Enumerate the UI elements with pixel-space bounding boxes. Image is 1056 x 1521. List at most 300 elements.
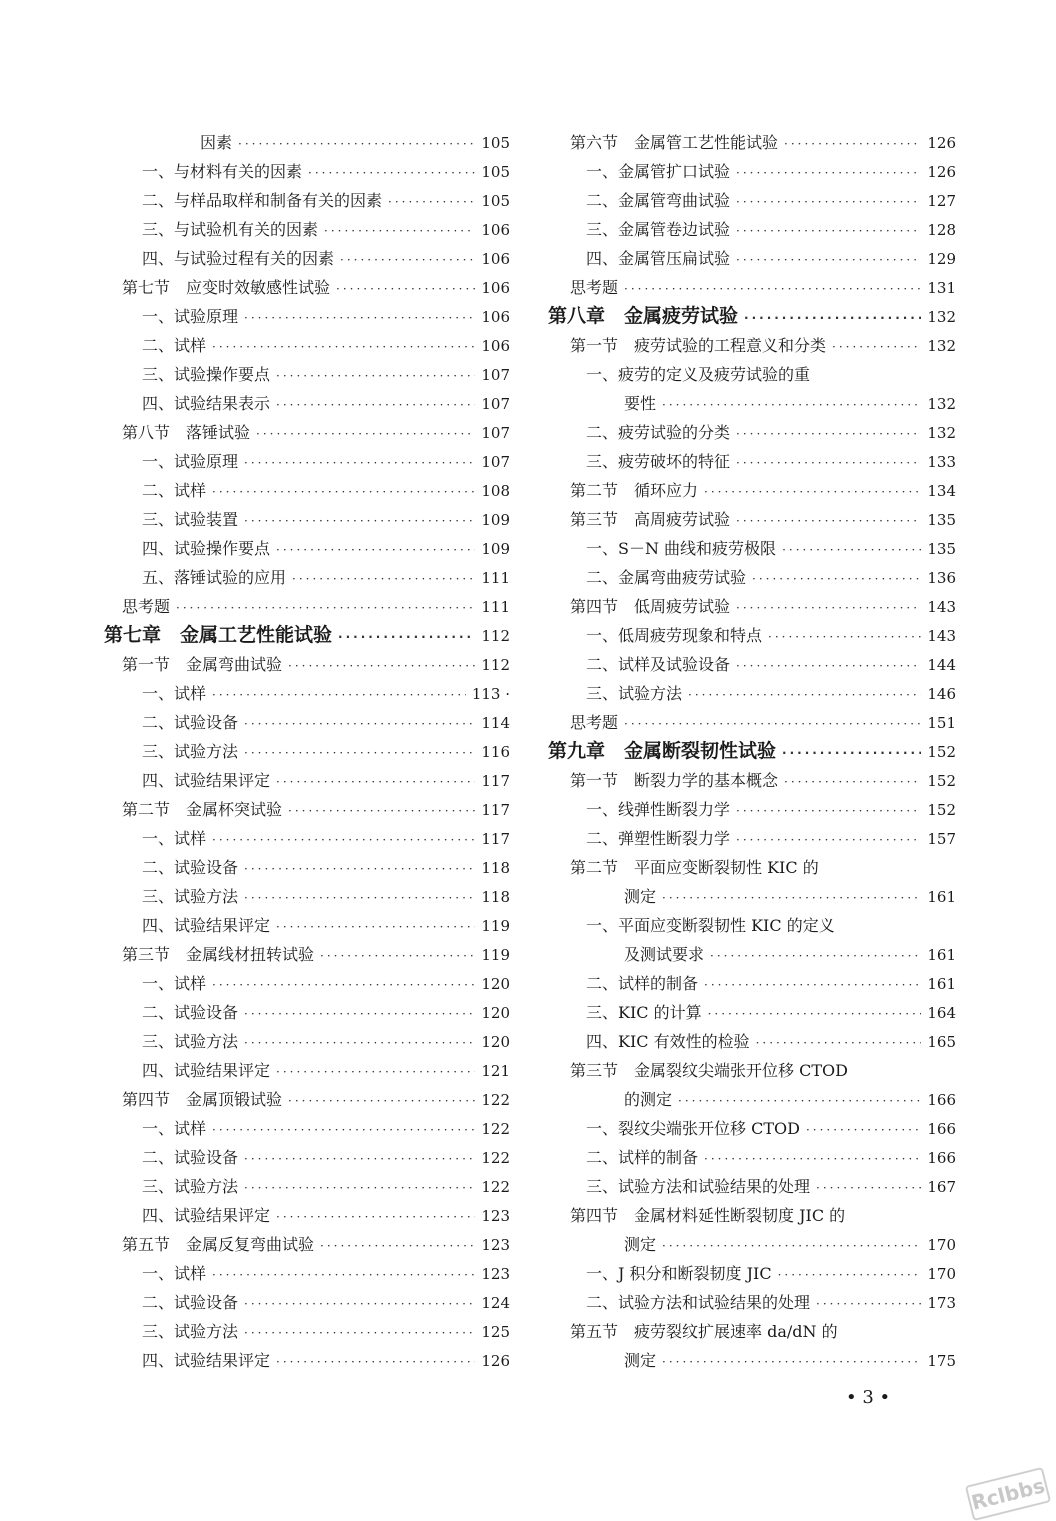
toc-entry-row[interactable] — [548, 969, 956, 998]
toc-entry-label: 一、线弹性断裂力学 — [586, 800, 731, 819]
toc-page-number: 134 — [927, 482, 956, 500]
toc-entry-label: 三、试验装置 — [142, 510, 239, 529]
toc-entry-row[interactable] — [100, 360, 510, 389]
dot-leader — [710, 942, 921, 971]
toc-page-number: 157 — [927, 830, 956, 848]
toc-entry-label: 一、试样 — [142, 684, 207, 703]
watermark-stamp: Rclbbs — [965, 1467, 1051, 1521]
toc-page-number: 173 — [927, 1294, 956, 1312]
dot-leader — [276, 1203, 475, 1232]
toc-page-number: 151 — [927, 714, 956, 732]
toc-page-number: 120 — [481, 1004, 510, 1022]
toc-entry-row[interactable] — [100, 447, 510, 476]
toc-entry-label: 四、试验结果评定 — [142, 916, 271, 935]
toc-entry-row[interactable] — [100, 302, 510, 331]
toc-entry-row[interactable] — [100, 1085, 510, 1114]
toc-entry-label: 第一节 金属弯曲试验 — [122, 655, 283, 674]
toc-page-number: 166 — [927, 1120, 956, 1138]
toc-entry-row[interactable] — [548, 911, 956, 940]
dot-leader — [704, 478, 921, 507]
toc-entry-row[interactable] — [100, 795, 510, 824]
toc-entry-label: 一、平面应变断裂韧性 KIC 的定义 — [586, 916, 835, 935]
toc-entry-label: 四、试验结果表示 — [142, 394, 271, 413]
toc-entry-row[interactable] — [548, 708, 956, 737]
toc-page-number: 175 — [927, 1352, 956, 1370]
toc-entry-label: 一、试样 — [142, 1264, 207, 1283]
dot-leader — [256, 420, 475, 449]
toc-entry-row[interactable] — [100, 1230, 510, 1259]
toc-entry-row[interactable] — [548, 592, 956, 621]
toc-entry-label: 三、金属管卷边试验 — [586, 220, 731, 239]
toc-page-number: 167 — [927, 1178, 956, 1196]
toc-page-number: 120 — [481, 1033, 510, 1051]
toc-entry-label: 四、金属管压扁试验 — [586, 249, 731, 268]
toc-page-number: 121 — [481, 1062, 510, 1080]
toc-entry-row[interactable] — [100, 1317, 510, 1346]
dot-leader — [320, 942, 475, 971]
dot-leader — [704, 971, 921, 1000]
dot-leader — [736, 449, 921, 478]
toc-entry-row[interactable] — [548, 1143, 956, 1172]
dot-leader — [782, 739, 921, 768]
toc-page-number: 144 — [927, 656, 956, 674]
toc-entry-label: 三、疲劳破坏的特征 — [586, 452, 731, 471]
toc-entry-label: 第一节 断裂力学的基本概念 — [570, 771, 779, 790]
toc-entry-label: 测定 — [624, 1235, 657, 1254]
toc-entry-row[interactable] — [100, 418, 510, 447]
dot-leader — [244, 855, 475, 884]
toc-entry-label: 第二节 循环应力 — [570, 481, 699, 500]
toc-entry-row[interactable] — [100, 1346, 510, 1375]
toc-entry-label: 三、试验方法 — [142, 887, 239, 906]
toc-entry-label: 二、试样 — [142, 481, 207, 500]
dot-leader — [244, 304, 475, 333]
toc-entry-label: 五、落锤试验的应用 — [142, 568, 287, 587]
toc-entry-label: 一、疲劳的定义及疲劳试验的重 — [586, 365, 811, 384]
dot-leader — [708, 1000, 922, 1029]
toc-entry-row[interactable] — [100, 215, 510, 244]
toc-entry-label: 思考题 — [570, 278, 619, 297]
dot-leader — [662, 884, 921, 913]
toc-entry-label: 一、S－N 曲线和疲劳极限 — [586, 539, 777, 558]
dot-leader — [292, 565, 475, 594]
toc-entry-label: 第五节 金属反复弯曲试验 — [122, 1235, 315, 1254]
toc-entry-row[interactable] — [100, 766, 510, 795]
toc-page-number: 152 — [927, 772, 956, 790]
dot-leader — [276, 536, 475, 565]
toc-entry-label: 一、试样 — [142, 829, 207, 848]
toc-entry-row[interactable] — [548, 795, 956, 824]
toc-entry-row[interactable] — [100, 998, 510, 1027]
toc-page-number: 109 — [481, 540, 510, 558]
toc-entry-row[interactable] — [548, 186, 956, 215]
toc-entry-label: 二、试验设备 — [142, 858, 239, 877]
toc-page-number: 105 — [481, 192, 510, 210]
toc-entry-row[interactable] — [548, 360, 956, 389]
dot-leader — [624, 710, 921, 739]
dot-leader — [678, 1087, 921, 1116]
toc-page-number: 105 — [481, 134, 510, 152]
toc-page-number: 122 — [481, 1178, 510, 1196]
dot-leader — [212, 971, 475, 1000]
dot-leader — [736, 188, 921, 217]
dot-leader — [704, 1145, 921, 1174]
dot-leader — [662, 1232, 921, 1261]
toc-page-number: 128 — [927, 221, 956, 239]
toc-entry-row[interactable] — [100, 1143, 510, 1172]
toc-entry-row[interactable] — [100, 128, 510, 157]
toc-page-number: 106 — [481, 279, 510, 297]
toc-page-number: 106 — [481, 250, 510, 268]
toc-page-number: 120 — [481, 975, 510, 993]
toc-entry-label: 一、试样 — [142, 1119, 207, 1138]
toc-entry-row[interactable] — [100, 969, 510, 998]
toc-entry-row[interactable] — [548, 476, 956, 505]
toc-chapter-row[interactable] — [100, 621, 510, 650]
toc-entry-row[interactable] — [100, 737, 510, 766]
toc-entry-row[interactable] — [548, 766, 956, 795]
toc-entry-row[interactable] — [100, 679, 510, 708]
toc-entry-label: 第二节 平面应变断裂韧性 KIC 的 — [570, 858, 819, 877]
dot-leader — [756, 1029, 922, 1058]
toc-entry-label: 二、弹塑性断裂力学 — [586, 829, 731, 848]
toc-page-number: 107 — [481, 453, 510, 471]
toc-page-number: 135 — [927, 511, 956, 529]
toc-entry-label: 二、金属弯曲疲劳试验 — [586, 568, 747, 587]
dot-leader — [244, 884, 475, 913]
toc-entry-label: 一、J 积分和断裂韧度 JIC — [586, 1264, 772, 1283]
toc-entry-row[interactable] — [100, 882, 510, 911]
toc-page-number: 143 — [927, 598, 956, 616]
toc-page-number: 126 — [481, 1352, 510, 1370]
toc-entry-label: 二、金属管弯曲试验 — [586, 191, 731, 210]
dot-leader — [736, 420, 921, 449]
toc-entry-row[interactable] — [100, 157, 510, 186]
toc-entry-row[interactable] — [548, 1346, 956, 1375]
toc-page-number: 112 — [481, 656, 510, 674]
toc-entry-label: 四、试验结果评定 — [142, 1351, 271, 1370]
dot-leader — [276, 1058, 475, 1087]
toc-entry-row[interactable] — [548, 128, 956, 157]
toc-entry-row[interactable] — [548, 621, 956, 650]
toc-entry-label: 四、KIC 有效性的检验 — [586, 1032, 750, 1051]
toc-page-number: 135 — [927, 540, 956, 558]
dot-leader — [212, 1116, 475, 1145]
toc-entry-label: 因素 — [200, 133, 233, 152]
dot-leader — [176, 594, 475, 623]
toc-entry-row[interactable] — [548, 853, 956, 882]
dot-leader — [324, 217, 475, 246]
toc-entry-row[interactable] — [100, 1114, 510, 1143]
toc-entry-label: 二、与样品取样和制备有关的因素 — [142, 191, 383, 210]
toc-entry-label: 二、试验设备 — [142, 1003, 239, 1022]
toc-entry-label: 三、试验方法和试验结果的处理 — [586, 1177, 811, 1196]
dot-leader — [212, 478, 475, 507]
toc-entry-row[interactable] — [100, 650, 510, 679]
dot-leader — [244, 1029, 475, 1058]
toc-page-number: 122 — [481, 1091, 510, 1109]
toc-page-number: 112 — [481, 627, 510, 645]
toc-entry-row[interactable] — [548, 1172, 956, 1201]
toc-entry-row[interactable] — [100, 824, 510, 853]
toc-entry-row[interactable] — [100, 1288, 510, 1317]
toc-entry-row[interactable] — [548, 534, 956, 563]
toc-page-number: 152 — [927, 801, 956, 819]
toc-entry-label: 测定 — [624, 1351, 657, 1370]
toc-entry-row[interactable] — [100, 244, 510, 273]
dot-leader — [212, 333, 475, 362]
toc-entry-row[interactable] — [548, 331, 956, 360]
toc-entry-label: 一、与材料有关的因素 — [142, 162, 303, 181]
toc-entry-row[interactable] — [100, 911, 510, 940]
toc-entry-row[interactable] — [100, 389, 510, 418]
toc-page-number: 122 — [481, 1149, 510, 1167]
toc-entry-row[interactable] — [548, 563, 956, 592]
toc-entry-row[interactable] — [100, 708, 510, 737]
toc-page-number: 114 — [481, 714, 510, 732]
dot-leader — [212, 681, 466, 710]
toc-entry-label: 的测定 — [624, 1090, 673, 1109]
dot-leader — [244, 1145, 475, 1174]
toc-entry-row[interactable] — [100, 534, 510, 563]
toc-entry-row[interactable] — [548, 157, 956, 186]
dot-leader — [238, 130, 475, 159]
toc-entry-label: 三、试验操作要点 — [142, 365, 271, 384]
dot-leader — [806, 1116, 921, 1145]
toc-page-number: 111 — [481, 569, 510, 587]
toc-entry-row[interactable] — [100, 1027, 510, 1056]
toc-entry-row[interactable] — [100, 505, 510, 534]
toc-entry-label: 二、试验设备 — [142, 1148, 239, 1167]
dot-leader — [832, 333, 921, 362]
toc-entry-row[interactable] — [548, 1114, 956, 1143]
toc-page-number: 132 — [927, 424, 956, 442]
toc-page-number: 165 — [927, 1033, 956, 1051]
toc-entry-label: 一、低周疲劳现象和特点 — [586, 626, 763, 645]
toc-page-number: 126 — [927, 134, 956, 152]
page-number: • 3 • — [846, 1387, 891, 1408]
dot-leader — [212, 1261, 475, 1290]
toc-entry-label: 思考题 — [570, 713, 619, 732]
toc-entry-row[interactable] — [548, 998, 956, 1027]
dot-leader — [288, 797, 475, 826]
toc-entry-label: 四、试验结果评定 — [142, 1206, 271, 1225]
dot-leader — [752, 565, 921, 594]
dot-leader — [276, 362, 475, 391]
toc-entry-label: 第七章 金属工艺性能试验 — [104, 624, 333, 646]
dot-leader — [736, 797, 921, 826]
toc-entry-label: 二、试样的制备 — [586, 974, 699, 993]
toc-left-column — [100, 128, 510, 1375]
dot-leader — [736, 159, 921, 188]
dot-leader — [778, 1261, 922, 1290]
toc-entry-label: 第四节 低周疲劳试验 — [570, 597, 731, 616]
toc-entry-row[interactable] — [548, 650, 956, 679]
dot-leader — [320, 1232, 475, 1261]
toc-entry-row[interactable] — [548, 244, 956, 273]
toc-entry-label: 三、KIC 的计算 — [586, 1003, 702, 1022]
toc-page-number: 106 — [481, 337, 510, 355]
dot-leader — [784, 130, 921, 159]
toc-entry-label: 第三节 金属裂纹尖端张开位移 CTOD — [570, 1061, 848, 1080]
toc-page-number: 129 — [927, 250, 956, 268]
toc-page-number: 161 — [927, 888, 956, 906]
toc-entry-label: 二、试验设备 — [142, 1293, 239, 1312]
dot-leader — [784, 768, 921, 797]
toc-entry-row[interactable] — [100, 331, 510, 360]
toc-entry-row[interactable] — [548, 1056, 956, 1085]
toc-page-number: 123 — [481, 1236, 510, 1254]
toc-page-number: 170 — [927, 1236, 956, 1254]
dot-leader — [736, 652, 921, 681]
toc-page-number: 131 — [927, 279, 956, 297]
toc-entry-row[interactable] — [100, 563, 510, 592]
toc-page-number: 118 — [481, 859, 510, 877]
toc-entry-label: 二、试样的制备 — [586, 1148, 699, 1167]
toc-page-number: 126 — [927, 163, 956, 181]
toc-entry-label: 二、试样及试验设备 — [586, 655, 731, 674]
toc-entry-row[interactable] — [548, 418, 956, 447]
toc-entry-label: 第三节 金属线材扭转试验 — [122, 945, 315, 964]
toc-page-number: 106 — [481, 308, 510, 326]
dot-leader — [624, 275, 921, 304]
toc-entry-label: 二、疲劳试验的分类 — [586, 423, 731, 442]
toc-entry-row[interactable] — [548, 1288, 956, 1317]
toc-page-number: 161 — [927, 975, 956, 993]
dot-leader — [244, 1174, 475, 1203]
toc-entry-row[interactable] — [100, 476, 510, 505]
toc-entry-label: 二、试验设备 — [142, 713, 239, 732]
toc-entry-row[interactable] — [548, 1085, 956, 1114]
toc-entry-row[interactable] — [100, 1201, 510, 1230]
toc-entry-row[interactable] — [100, 1056, 510, 1085]
dot-leader — [782, 536, 921, 565]
toc-entry-row[interactable] — [548, 1230, 956, 1259]
toc-entry-label: 二、试样 — [142, 336, 207, 355]
dot-leader — [736, 246, 921, 275]
toc-entry-label: 四、试验结果评定 — [142, 1061, 271, 1080]
toc-entry-label: 思考题 — [122, 597, 171, 616]
toc-entry-row[interactable] — [548, 679, 956, 708]
dot-leader — [276, 768, 475, 797]
toc-entry-row[interactable] — [548, 882, 956, 911]
toc-entry-row[interactable] — [100, 186, 510, 215]
toc-entry-label: 第三节 高周疲劳试验 — [570, 510, 731, 529]
toc-entry-label: 第八节 落锤试验 — [122, 423, 251, 442]
toc-chapter-row[interactable] — [548, 737, 956, 766]
toc-entry-label: 一、试样 — [142, 974, 207, 993]
toc-entry-row[interactable] — [100, 273, 510, 302]
toc-page-number: 132 — [927, 395, 956, 413]
toc-entry-row[interactable] — [548, 824, 956, 853]
toc-entry-label: 第二节 金属杯突试验 — [122, 800, 283, 819]
toc-entry-row[interactable] — [548, 505, 956, 534]
toc-entry-row[interactable] — [548, 1027, 956, 1056]
dot-leader — [276, 391, 475, 420]
dot-leader — [276, 913, 475, 942]
dot-leader — [276, 1348, 475, 1377]
toc-entry-row[interactable] — [548, 1259, 956, 1288]
toc-entry-row[interactable] — [548, 273, 956, 302]
toc-entry-label: 第六节 金属管工艺性能试验 — [570, 133, 779, 152]
toc-entry-row[interactable] — [100, 1259, 510, 1288]
toc-page-number: 109 — [481, 511, 510, 529]
toc-entry-label: 第八章 金属疲劳试验 — [548, 305, 739, 327]
toc-page-number: 107 — [481, 395, 510, 413]
toc-page-number: 122 — [481, 1120, 510, 1138]
dot-leader — [308, 159, 475, 188]
toc-entry-row[interactable] — [548, 1317, 956, 1346]
toc-page-number: 164 — [927, 1004, 956, 1022]
toc-page-number: 105 — [481, 163, 510, 181]
toc-entry-row[interactable] — [100, 1172, 510, 1201]
toc-entry-row[interactable] — [548, 447, 956, 476]
dot-leader — [338, 623, 475, 652]
toc-page-number: 107 — [481, 366, 510, 384]
toc-entry-label: 三、试验方法 — [142, 1322, 239, 1341]
toc-entry-row[interactable] — [548, 389, 956, 418]
dot-leader — [340, 246, 475, 275]
toc-entry-label: 测定 — [624, 887, 657, 906]
dot-leader — [244, 739, 475, 768]
dot-leader — [736, 507, 921, 536]
toc-entry-label: 第四节 金属材料延性断裂韧度 JIC 的 — [570, 1206, 846, 1225]
dot-leader — [662, 391, 921, 420]
toc-entry-label: 第九章 金属断裂韧性试验 — [548, 740, 777, 762]
toc-page-number: 117 — [481, 801, 510, 819]
toc-page-number: 132 — [927, 308, 956, 326]
toc-entry-row[interactable] — [548, 940, 956, 969]
dot-leader — [212, 826, 475, 855]
toc-chapter-row[interactable] — [548, 302, 956, 331]
toc-entry-label: 一、试验原理 — [142, 452, 239, 471]
toc-page-number: 117 — [481, 772, 510, 790]
toc-entry-label: 一、金属管扩口试验 — [586, 162, 731, 181]
toc-entry-row[interactable] — [548, 215, 956, 244]
dot-leader — [244, 1290, 475, 1319]
toc-page-number: 125 — [481, 1323, 510, 1341]
dot-leader — [244, 710, 475, 739]
toc-page-number: 116 — [481, 743, 510, 761]
toc-page-number: 123 — [481, 1265, 510, 1283]
toc-page-number: 143 — [927, 627, 956, 645]
toc-page-number: 124 — [481, 1294, 510, 1312]
toc-page-number: 132 — [927, 337, 956, 355]
toc-entry-label: 三、试验方法 — [142, 742, 239, 761]
toc-page-number: 136 — [927, 569, 956, 587]
toc-entry-row[interactable] — [100, 592, 510, 621]
toc-right-column — [548, 128, 956, 1375]
toc-entry-label: 第四节 金属顶锻试验 — [122, 1090, 283, 1109]
toc-entry-row[interactable] — [100, 940, 510, 969]
toc-entry-row[interactable] — [100, 853, 510, 882]
toc-entry-label: 四、与试验过程有关的因素 — [142, 249, 335, 268]
toc-page-number: 107 — [481, 424, 510, 442]
toc-page-number: 118 — [481, 888, 510, 906]
toc-page-number: 166 — [927, 1149, 956, 1167]
toc-page-number: 123 — [481, 1207, 510, 1225]
toc-entry-row[interactable] — [548, 1201, 956, 1230]
dot-leader — [736, 826, 921, 855]
toc-entry-label: 第七节 应变时效敏感性试验 — [122, 278, 331, 297]
dot-leader — [288, 652, 475, 681]
dot-leader — [768, 623, 921, 652]
toc-entry-label: 第五节 疲劳裂纹扩展速率 da/dN 的 — [570, 1322, 838, 1341]
toc-entry-label: 三、试验方法 — [142, 1177, 239, 1196]
dot-leader — [336, 275, 475, 304]
toc-entry-label: 三、试验方法 — [142, 1032, 239, 1051]
toc-page-number: 108 — [481, 482, 510, 500]
